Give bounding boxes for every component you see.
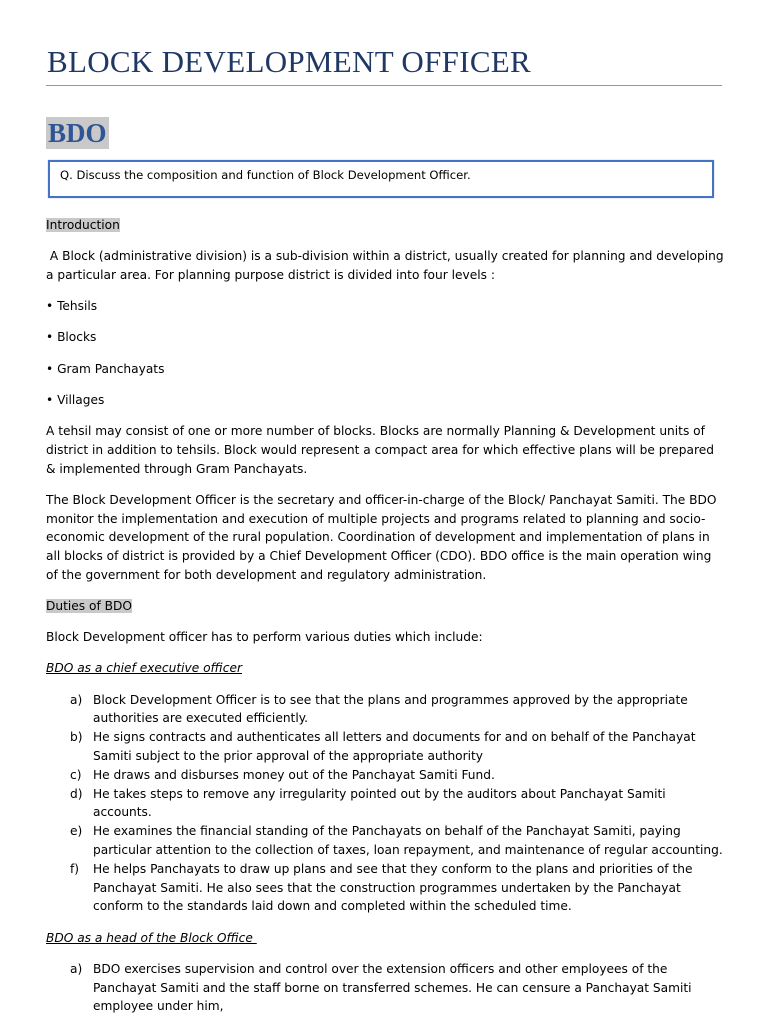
duties-intro: Block Development officer has to perform various duties which include: bbox=[46, 630, 483, 645]
chief-executive-duties-list bbox=[46, 691, 724, 917]
list-item-text: He takes steps to remove any irregularity pointed out by the auditors about Panchayat Samiti accounts. bbox=[93, 786, 666, 820]
introduction-heading: Introduction bbox=[46, 218, 120, 232]
document-title: BLOCK DEVELOPMENT OFFICER bbox=[47, 44, 532, 79]
list-marker: d) bbox=[70, 786, 83, 801]
bullet-tehsils: • Tehsils bbox=[46, 299, 98, 314]
list-item bbox=[46, 728, 724, 766]
question-text: Q. Discuss the composition and function of Block Development Officer. bbox=[60, 168, 471, 182]
intro-paragraph-3: The Block Development Officer is the secretary and officer-in-charge of the Block/ Panchayat Samiti. The BDO monitor the implementation and execution of multiple projects and programs related to planning and socio-economic development of the rural population. Coordination of development and implementation of plans in all blocks of district is provided by a Chief Development Officer (CDO). BDO office is the main operation wing of the government for both development and regulatory administration. bbox=[46, 492, 717, 582]
list-item bbox=[46, 822, 724, 860]
section-block-office-title: BDO as a head of the Block Office bbox=[46, 930, 257, 945]
section-chief-executive-title: BDO as a chief executive officer bbox=[46, 661, 242, 676]
document-body bbox=[46, 216, 728, 1024]
list-item bbox=[46, 785, 724, 823]
list-item bbox=[46, 691, 724, 729]
list-marker: c) bbox=[70, 767, 82, 782]
list-marker: e) bbox=[70, 824, 83, 839]
list-marker: b) bbox=[70, 730, 83, 745]
bullet-villages: • Villages bbox=[46, 392, 105, 407]
question-box bbox=[48, 160, 714, 198]
intro-paragraph-2: A tehsil may consist of one or more number of blocks. Blocks are normally Planning & Development units of district in addition to tehsils. Block would represent a compact area for which effective plans will be prepared & implemented through Gram Panchayats. bbox=[46, 423, 714, 476]
list-marker: f) bbox=[70, 861, 80, 876]
bdo-heading: BDO bbox=[48, 118, 107, 148]
title-divider bbox=[46, 85, 722, 86]
list-item bbox=[46, 960, 724, 1016]
list-item-text: He draws and disburses money out of the Panchayat Samiti Fund. bbox=[93, 767, 495, 782]
list-item bbox=[46, 860, 724, 916]
list-item bbox=[46, 766, 724, 785]
bullet-gram-panchayats: • Gram Panchayats bbox=[46, 361, 165, 376]
intro-paragraph-1: A Block (administrative division) is a sub-division within a district, usually created for planning and developing a particular area. For planning purpose district is divided into four levels : bbox=[46, 249, 728, 282]
list-marker: a) bbox=[70, 692, 83, 707]
list-item-text: Block Development Officer is to see that the plans and programmes approved by the appropriate authorities are executed efficiently. bbox=[93, 692, 688, 726]
list-marker: a) bbox=[70, 961, 83, 976]
duties-heading: Duties of BDO bbox=[46, 599, 132, 614]
list-item-text: BDO exercises supervision and control over the extension officers and other employees of the Panchayat Samiti and the staff borne on transferred schemes. He can censure a Panchayat Samiti employee under him, bbox=[93, 961, 692, 1014]
list-item-text: He helps Panchayats to draw up plans and see that they conform to the plans and priorities of the Panchayat Samiti. He also sees that the construction programmes undertaken by the Panchayat conform to the standards laid down and completed within the scheduled time. bbox=[93, 861, 693, 914]
block-office-duties-list bbox=[46, 960, 724, 1016]
list-item-text: He signs contracts and authenticates all letters and documents for and on behalf of the Panchayat Samiti subject to the prior approval of the appropriate authority bbox=[93, 730, 696, 764]
bullet-blocks: • Blocks bbox=[46, 330, 97, 345]
list-item-text: He examines the financial standing of the Panchayats on behalf of the Panchayat Samiti, paying particular attention to the collection of taxes, loan repayment, and maintenance of regular accounting. bbox=[93, 824, 723, 858]
